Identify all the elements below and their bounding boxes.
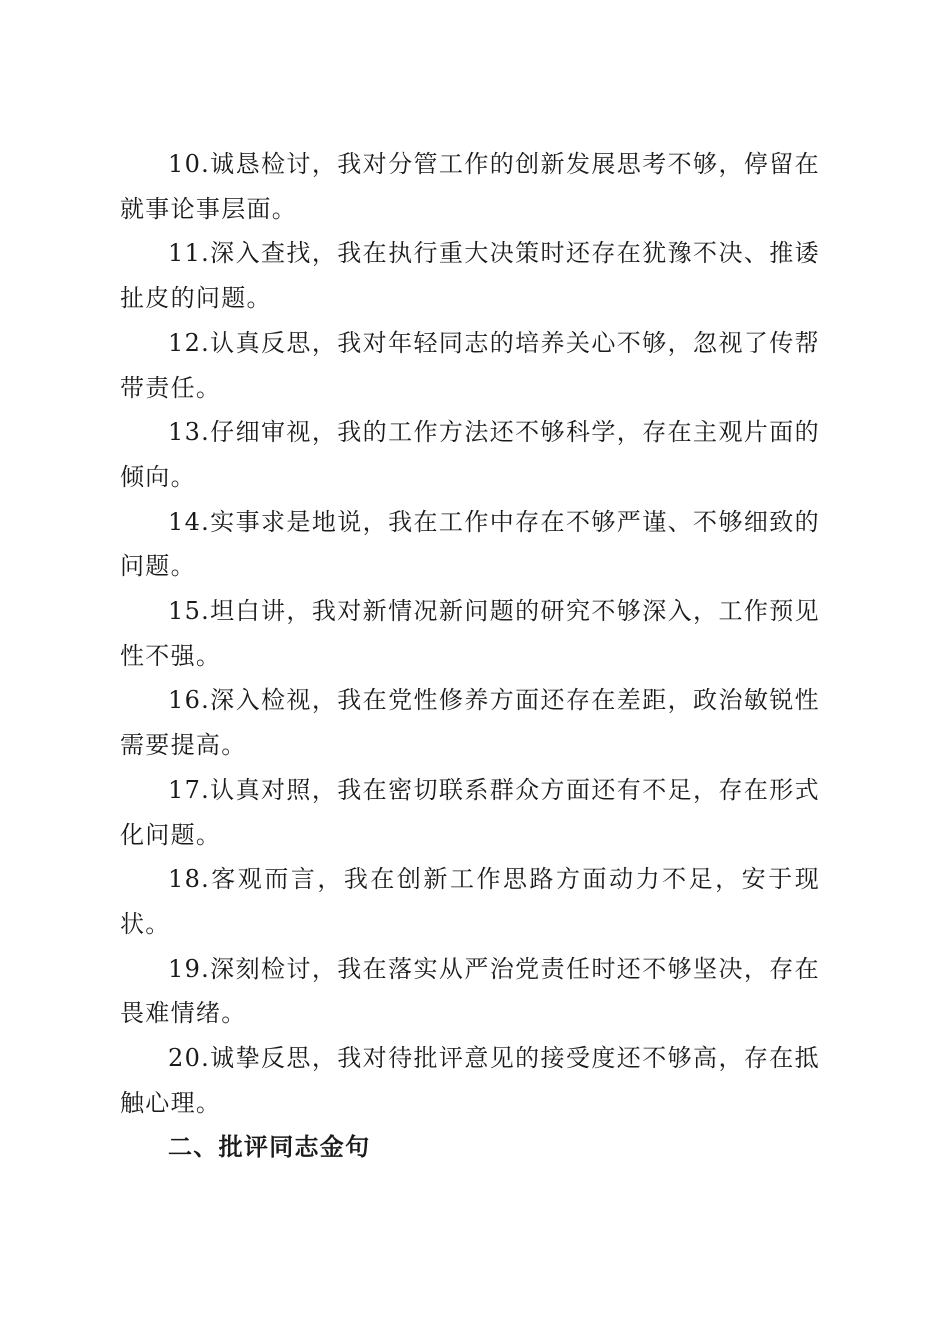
- paragraph-11: 11.深入查找，我在执行重大决策时还存在犹豫不决、推诿扯皮的问题。: [120, 239, 820, 313]
- document-body: [120, 142, 820, 1170]
- paragraph-18: 18.客观而言，我在创新工作思路方面动力不足，安于现状。: [120, 865, 820, 938]
- paragraph-14: 14.实事求是地说，我在工作中存在不够严谨、不够细致的问题。: [120, 507, 820, 581]
- paragraph-19: 19.深刻检讨，我在落实从严治党责任时还不够坚决，存在畏难情绪。: [120, 954, 820, 1028]
- paragraph-15: 15.坦白讲，我对新情况新问题的研究不够深入，工作预见性不强。: [120, 597, 820, 670]
- paragraph-17: 17.认真对照，我在密切联系群众方面还有不足，存在形式化问题。: [120, 775, 820, 849]
- paragraph-13: 13.仔细审视，我的工作方法还不够科学，存在主观片面的倾向。: [120, 418, 820, 491]
- paragraph-10: 10.诚恳检讨，我对分管工作的创新发展思考不够，停留在就事论事层面。: [120, 150, 820, 223]
- section-heading: 二、批评同志金句: [168, 1133, 371, 1162]
- paragraph-20: 20.诚挚反思，我对待批评意见的接受度还不够高，存在抵触心理。: [120, 1044, 820, 1117]
- paragraph-12: 12.认真反思，我对年轻同志的培养关心不够，忽视了传帮带责任。: [120, 328, 820, 402]
- paragraph-16: 16.深入检视，我在党性修养方面还存在差距，政治敏锐性需要提高。: [120, 686, 820, 760]
